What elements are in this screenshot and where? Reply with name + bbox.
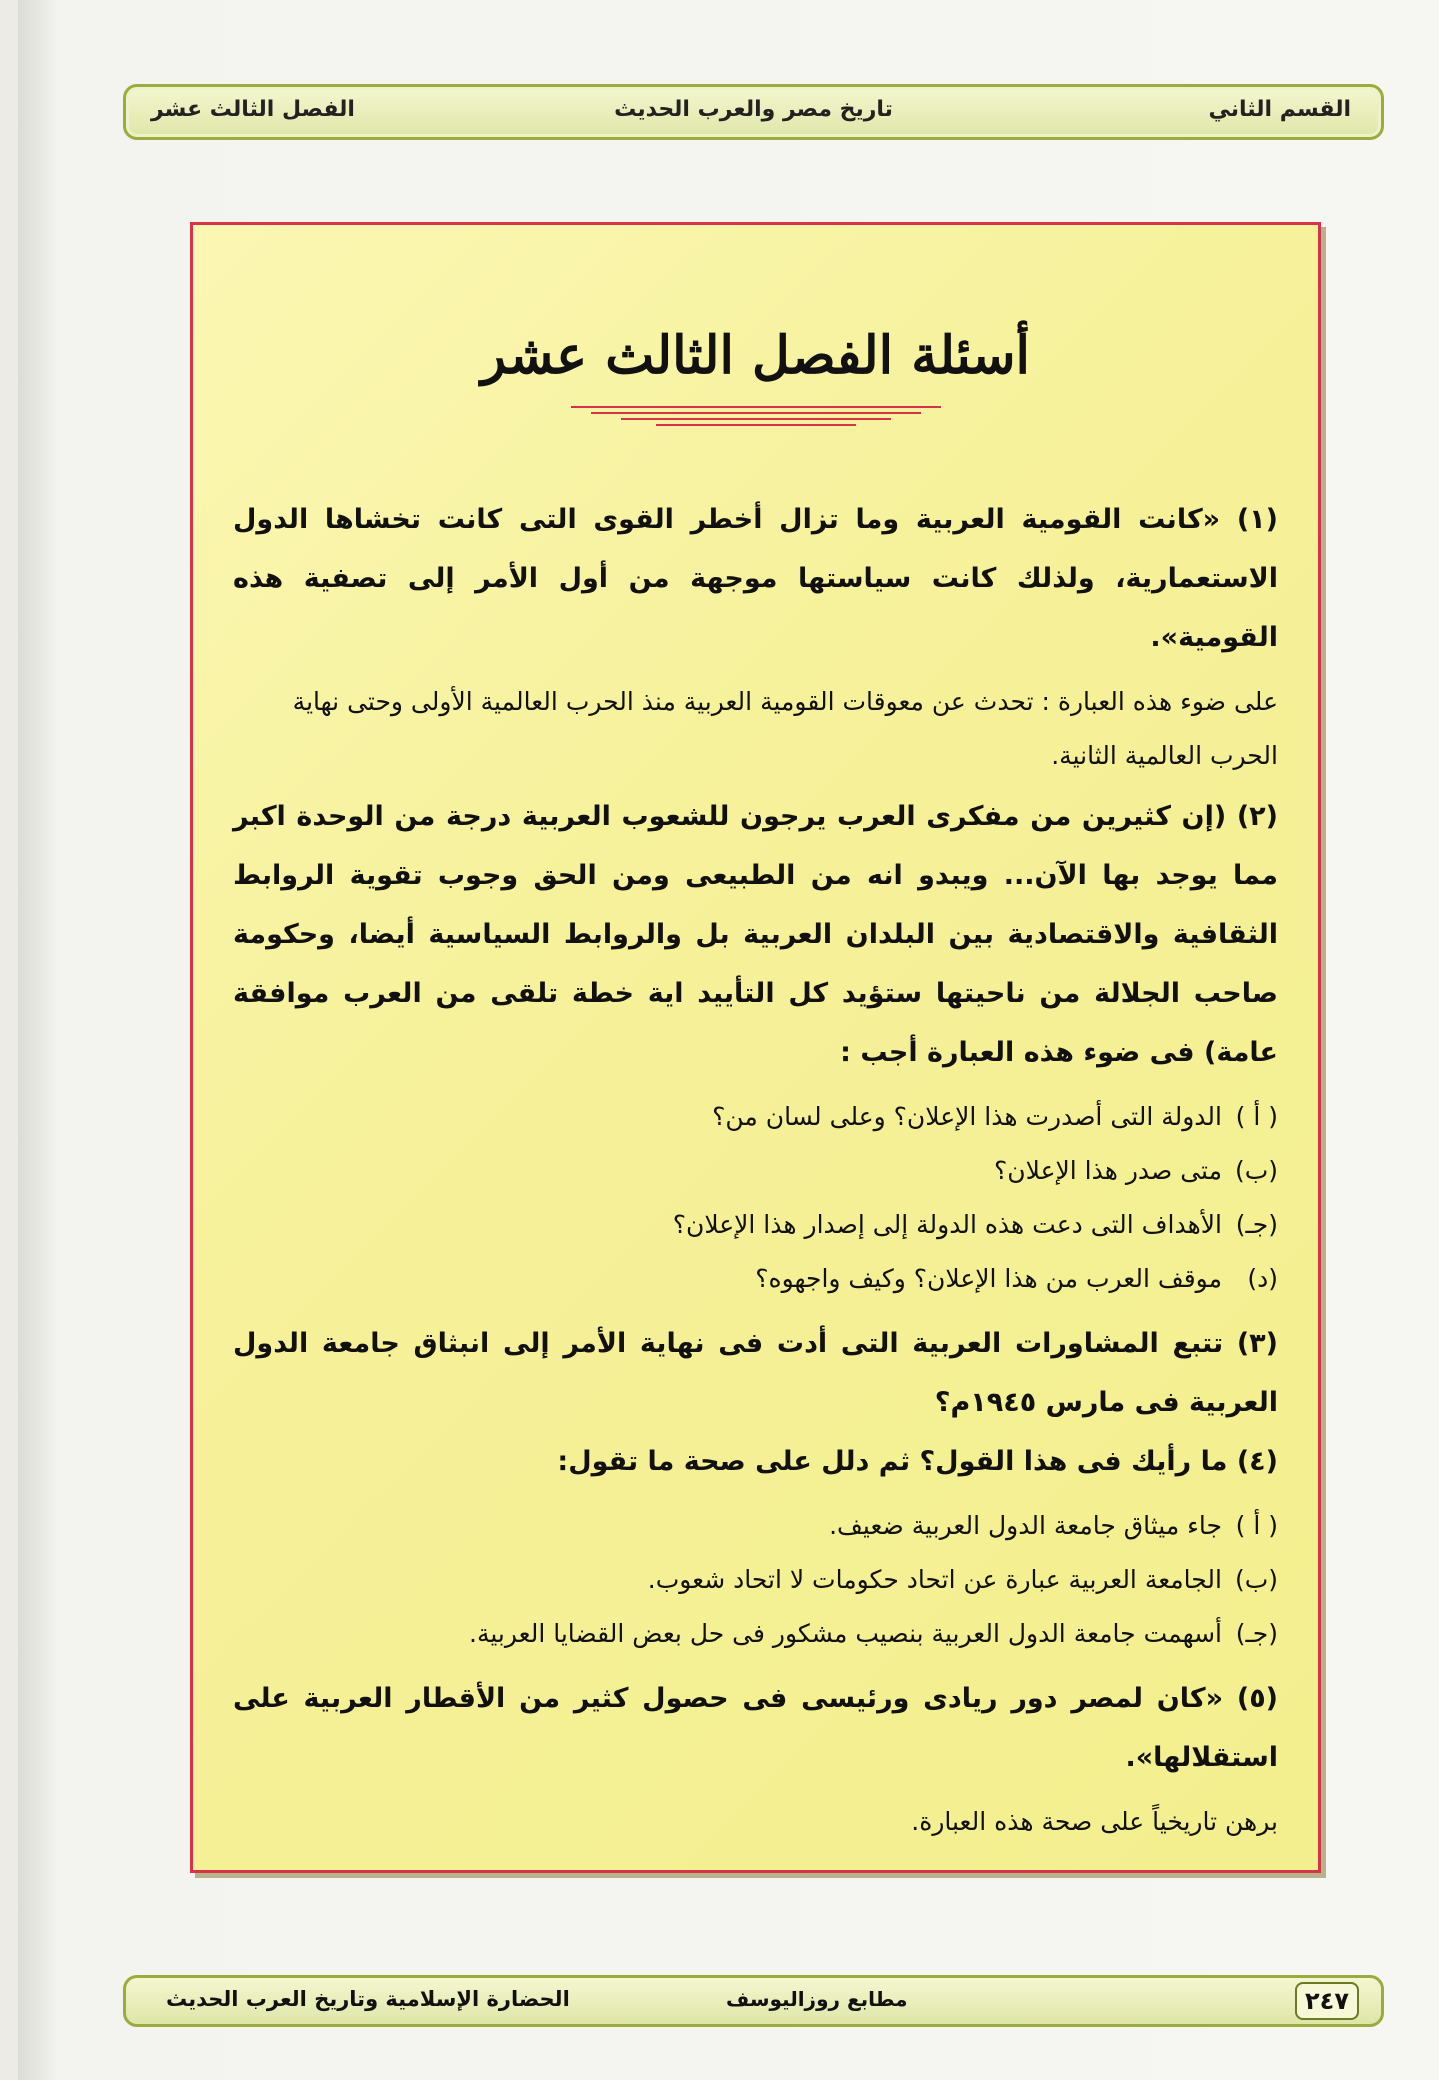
question-5: [233, 1669, 1278, 1849]
question-instruction: برهن تاريخياً على صحة هذه العبارة.: [911, 1807, 1278, 1836]
question-text: (إن كثيرين من مفكرى العرب يرجون للشعوب العربية درجة من الوحدة اكبر مما يوجد بها الآن... ويبدو انه من الطبيعى ومن الحق وجوب تقوية الروابط الثقافية والاقتصادية بين البلدان العربية بل والروابط السياسية أيضا، وحكومة صاحب الجلالة من ناحيتها ستؤيد كل التأييد اية خطة تلقى من العرب موافقة عامة) فى ضوء هذه العبارة أجب :: [233, 801, 1278, 1068]
sub-question: [233, 1098, 1278, 1136]
footer-printer: مطابع روزاليوسف: [726, 1987, 908, 2011]
footer-book-title: الحضارة الإسلامية وتاريخ العرب الحديث: [166, 1987, 570, 2011]
question-number: (٣): [1236, 1328, 1278, 1359]
sub-question-label: (جـ): [1235, 1210, 1278, 1239]
question-number: (٥): [1236, 1683, 1279, 1714]
sub-question: [233, 1507, 1278, 1545]
question-text: تتبع المشاورات العربية التى أدت فى نهاية الأمر إلى انبثاق جامعة الدول العربية فى مارس ١٩٤٥م؟: [233, 1328, 1278, 1418]
sub-question-label: ( أ ): [1235, 1102, 1278, 1131]
question-text: ما رأيك فى هذا القول؟ ثم دلل على صحة ما تقول:: [557, 1446, 1228, 1477]
sub-question: [233, 1561, 1278, 1599]
page-footer: [123, 1975, 1384, 2027]
sub-question-label: (د): [1247, 1264, 1278, 1293]
question-4: [233, 1432, 1278, 1653]
question-number: (٢): [1236, 801, 1278, 832]
sub-question-text: أسهمت جامعة الدول العربية بنصيب مشكور فى حل بعض القضايا العربية.: [469, 1619, 1222, 1648]
sub-question-text: الجامعة العربية عبارة عن اتحاد حكومات لا اتحاد شعوب.: [647, 1565, 1222, 1594]
page-header: [123, 84, 1384, 140]
sub-question: [233, 1206, 1278, 1244]
question-number: (٤): [1236, 1446, 1278, 1477]
question-text: «كانت القومية العربية وما تزال أخطر القوى التى كانت تخشاها الدول الاستعمارية، ولذلك كانت سياستها موجهة من أول الأمر إلى تصفية هذه القومية».: [233, 504, 1278, 653]
question-1: [233, 490, 1278, 783]
sub-question: [233, 1615, 1278, 1653]
question-number: (١): [1236, 504, 1278, 535]
title-underline-decoration: [561, 403, 951, 429]
sub-questions: [233, 1098, 1278, 1298]
book-page: [18, 0, 1439, 2080]
page-number: ٢٤٧: [1295, 1982, 1359, 2020]
page-title: أسئلة الفصل الثالث عشر: [480, 325, 1031, 386]
sub-questions: [233, 1507, 1278, 1653]
sub-question-text: الأهداف التى دعت هذه الدولة إلى إصدار هذا الإعلان؟: [672, 1210, 1222, 1239]
sub-question-text: جاء ميثاق جامعة الدول العربية ضعيف.: [829, 1511, 1222, 1540]
question-2: [233, 787, 1278, 1298]
question-text: «كان لمصر دور ريادى ورئيسى فى حصول كثير من الأقطار العربية على استقلالها».: [233, 1683, 1278, 1773]
sub-question-label: ( أ ): [1235, 1511, 1278, 1540]
header-book-title: تاريخ مصر والعرب الحديث: [614, 97, 893, 122]
sub-question-text: متى صدر هذا الإعلان؟: [994, 1156, 1222, 1185]
question-instruction: على ضوء هذه العبارة : تحدث عن معوقات القومية العربية منذ الحرب العالمية الأولى وحتى نهاية الحرب العالمية الثانية.: [292, 687, 1278, 770]
sub-question-label: (ب): [1234, 1156, 1278, 1185]
header-chapter-label: الفصل الثالث عشر: [151, 97, 355, 122]
sub-question-label: (ب): [1234, 1565, 1278, 1594]
questions-box: [190, 222, 1321, 1873]
question-3: [233, 1314, 1278, 1432]
sub-question-text: موقف العرب من هذا الإعلان؟ وكيف واجهوه؟: [755, 1264, 1222, 1293]
questions-list: [233, 490, 1278, 1853]
sub-question-label: (جـ): [1235, 1619, 1278, 1648]
sub-question-text: الدولة التى أصدرت هذا الإعلان؟ وعلى لسان من؟: [712, 1102, 1222, 1131]
sub-question: [233, 1152, 1278, 1190]
header-section-label: القسم الثاني: [1208, 97, 1351, 122]
sub-question: [233, 1260, 1278, 1298]
